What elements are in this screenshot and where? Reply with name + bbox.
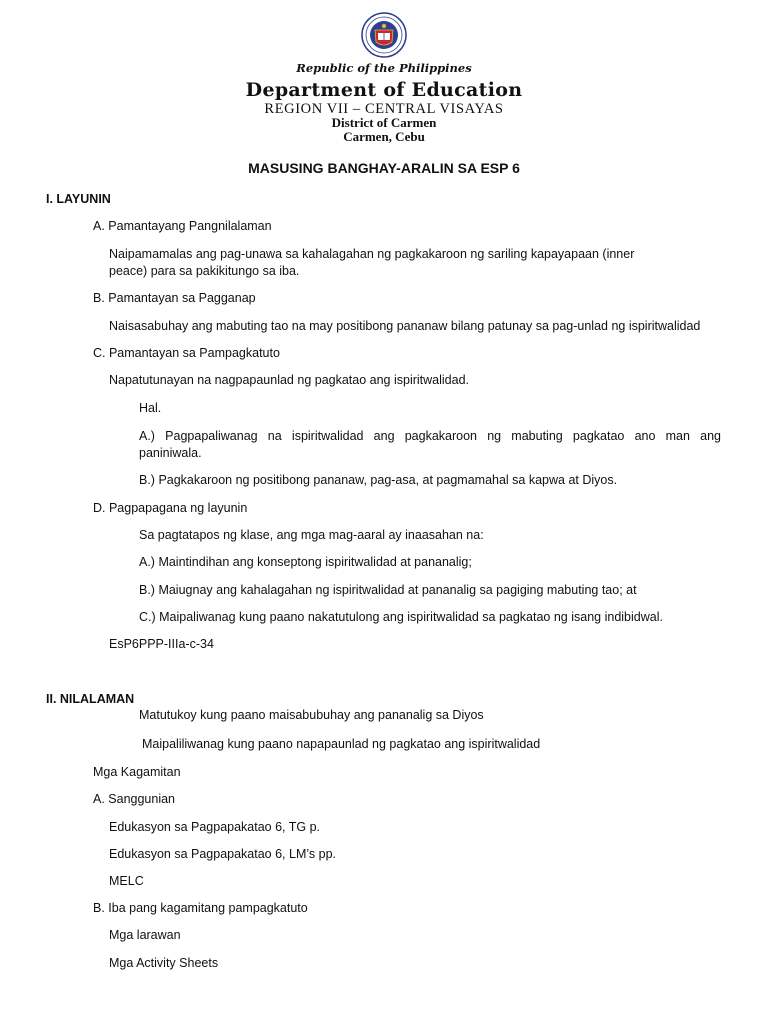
item-text: Edukasyon sa Pagpapakatao 6, TG p. [109,820,321,834]
item-text: B.) Maiugnay ang kahalagahan ng ispiritwalidad at pananalig sa pagiging mabuting tao; at [139,583,637,597]
competency-code: EsP6PPP-IIIa-c-34 [109,637,214,651]
item-text: A.) Pagpapaliwanag na ispiritwalidad ang pagkakaroon ng mabuting pagkatao ano man ang [139,429,721,443]
item-label-d: D. Pagpapagana ng layunin [93,501,248,515]
section-heading-nilalaman: II. NILALAMAN [46,692,135,706]
item-label-b: B. Pamantayan sa Pagganap [93,291,256,305]
department-title: Department of Education [245,79,523,101]
item-text: A.) Maintindihan ang konseptong ispiritwalidad at pananalig; [139,555,472,569]
page-title: MASUSING BANGHAY-ARALIN SA ESP 6 [248,160,520,176]
item-text: Edukasyon sa Pagpapakatao 6, LM’s pp. [109,847,337,861]
item-text: Mga larawan [109,928,181,942]
item-label-c: C. Pamantayan sa Pampagkatuto [93,346,280,360]
republic-text: Republic of the Philippines [296,61,472,75]
item-text: B.) Pagkakaroon ng positibong pananaw, pag-asa, at pagmamahal sa kapwa at Diyos. [139,473,618,487]
location-text: Carmen, Cebu [343,129,425,144]
item-text: Matutukoy kung paano maisabubuhay ang pananalig sa Diyos [139,708,484,722]
item-text: Napatutunayan na nagpapaunlad ng pagkatao ang ispiritwalidad. [109,373,470,387]
item-text: Hal. [139,401,162,415]
item-text: peace) para sa pakikitungo sa iba. [109,264,300,278]
deped-seal-icon [361,12,407,58]
item-text: paniniwala. [139,446,202,460]
item-label-a: A. Pamantayang Pangnilalaman [93,219,272,233]
item-label-b: B. Iba pang kagamitang pampagkatuto [93,901,308,915]
item-text: MELC [109,874,144,888]
item-text: C.) Maipaliwanag kung paano nakatutulong ang ispiritwalidad sa pagkatao ng isang indibidwal. [139,610,663,624]
item-text: Naipamamalas ang pag-unawa sa kahalagahan ng pagkakaroon ng sariling kapayapaan (inner [109,247,635,261]
item-text: Mga Activity Sheets [109,956,219,970]
section-heading-layunin: I. LAYUNIN [46,192,111,206]
item-text: Maipaliliwanag kung paano napapaunlad ng pagkatao ang ispiritwalidad [142,737,541,751]
region-text: REGION VII – CENTRAL VISAYAS [264,101,504,117]
materials-label: Mga Kagamitan [93,765,181,779]
item-label-a: A. Sanggunian [93,792,176,806]
district-text: District of Carmen [331,115,437,130]
item-text: Sa pagtatapos ng klase, ang mga mag-aaral ay inaasahan na: [139,528,484,542]
item-text: Naisasabuhay ang mabuting tao na may positibong pananaw bilang patunay sa pag-unlad ng ispiritwalidad [109,319,701,333]
